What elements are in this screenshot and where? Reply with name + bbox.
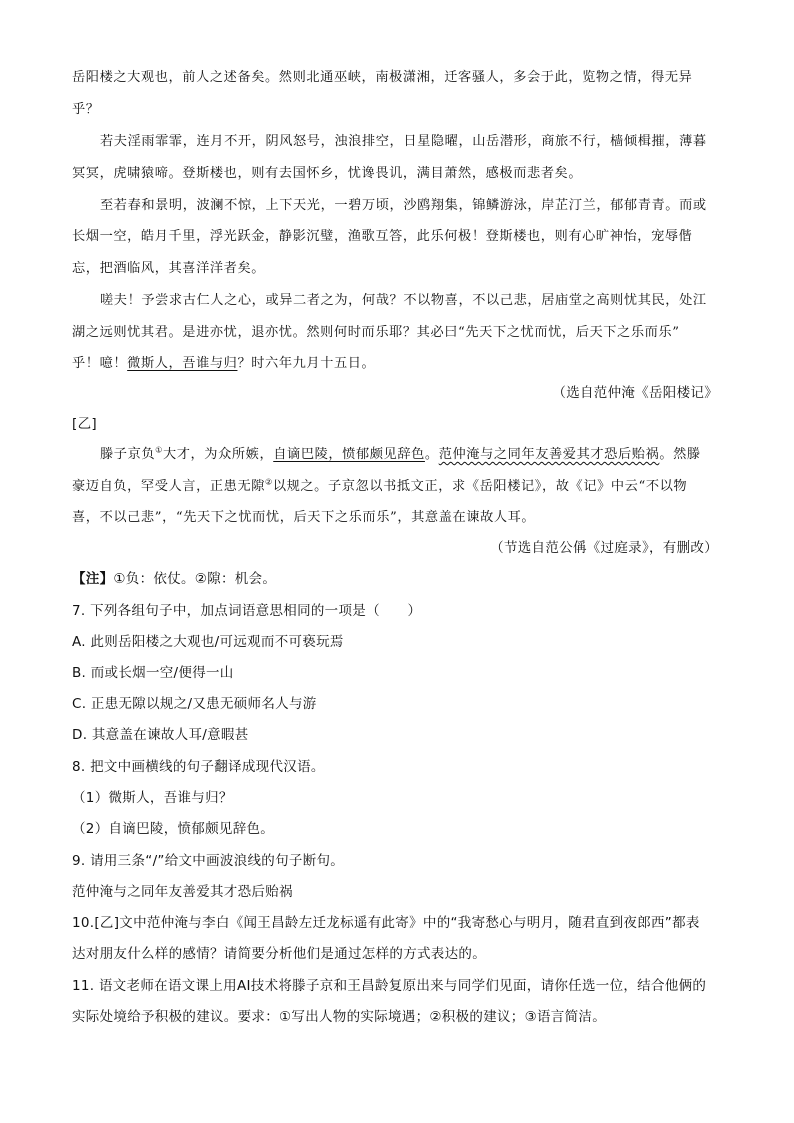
question-7-option-b: B. 而或长烟一空/便得一山 (72, 665, 234, 681)
passage-text: 。 (424, 447, 439, 462)
underlined-sentence: 微斯人，吾谁与归 (127, 356, 238, 371)
passage-jia-p4-line3 (72, 352, 375, 371)
passage-text: 乎！噫！ (72, 356, 128, 371)
question-8-part-2: （2）自谪巴陵，愤郁颇见辞色。 (72, 821, 275, 837)
passage-text: 。然滕 (659, 447, 701, 462)
passage-text: 滕子京负 (100, 447, 156, 462)
question-11-line2: 实际处境给予积极的建议。要求：①写出人物的实际境遇；②积极的建议；③语言简洁。 (72, 1009, 607, 1025)
footnote-marker-1: ① (155, 445, 163, 455)
question-8: 8. 把文中画横线的句子翻译成现代汉语。 (72, 759, 325, 775)
passage-text: 以规之。子京忽以书抵文正，求《岳阳楼记》，故《记》中云“不以物 (272, 479, 688, 494)
question-7-option-c: C. 正患无隙以规之/又患无硕师名人与游 (72, 696, 317, 712)
passage-jia-p1-line1: 岳阳楼之大观也，前人之述备矣。然则北通巫峡，南极潇湘，迁客骚人，多会于此，览物之情，得无异 (72, 70, 693, 85)
passage-yi-line1 (100, 443, 701, 462)
question-11-line1: 11. 语文老师在语文课上用AI技术将滕子京和王昌龄复原出来与同学们见面，请你任选一位，结合他俩的 (72, 978, 707, 994)
question-8-part-1: （1）微斯人，吾谁与归？ (72, 790, 233, 806)
passage-jia-p2-line2: 冥冥，虎啸猿啼。登斯楼也，则有去国怀乡，忧谗畏讥，满目萧然，感极而悲者矣。 (72, 166, 583, 181)
footnote-marker-2: ② (265, 477, 273, 487)
source-citation-jia: （选自范仲淹《岳阳楼记》 (552, 385, 718, 401)
question-7-option-a: A. 此则岳阳楼之大观也/可远观而不可亵玩焉 (72, 634, 344, 650)
passage-yi-line3: 喜，不以己悲”，“先天下之忧而忧，后天下之乐而乐”，其意盖在谏故人耳。 (72, 510, 536, 525)
passage-jia-p3-line2: 长烟一空，皓月千里，浮光跃金，静影沉璧，渔歌互答，此乐何极！登斯楼也，则有心旷神怡，宠辱偕 (72, 229, 693, 244)
passage-jia-p4-line2: 湖之远则忧其君。是进亦忧，退亦忧。然则何时而乐耶？其必曰“先天下之忧而忧，后天下之乐而乐” (72, 325, 680, 340)
question-7: 7. 下列各组句子中，加点词语意思相同的一项是（ ） (72, 603, 422, 619)
passage-jia-p3-line3: 忘，把酒临风，其喜洋洋者矣。 (72, 261, 266, 276)
question-7-option-d: D. 其意盖在谏故人耳/意暇甚 (72, 727, 249, 743)
note-text: ①负：依仗。②隙：机会。 (113, 571, 277, 587)
passage-jia-p1-line2: 乎？ (72, 102, 100, 117)
passage-jia-p4-line1: 嗟夫！予尝求古仁人之心，或异二者之为，何哉？不以物喜，不以己悲，居庙堂之高则忧其民，处江 (100, 293, 707, 308)
passage-text: 豪迈自负，罕受人言，正患无隙 (72, 479, 266, 494)
question-9: 9. 请用三条“/”给文中画波浪线的句子断句。 (72, 853, 345, 869)
underlined-sentence: 自谪巴陵，愤郁颇见辞色 (273, 447, 425, 462)
source-citation-yi: （节选自范公偁《过庭录》，有删改） (490, 540, 718, 556)
passage-jia-p2-line1: 若夫淫雨霏霏，连月不开，阴风怒号，浊浪排空，日星隐曜，山岳潜形，商旅不行，樯倾楫摧，薄暮 (100, 134, 707, 149)
question-10-line1: 10.[乙]文中范仲淹与李白《闻王昌龄左迁龙标遥有此寄》中的“我寄愁心与明月，随君直到夜郎西”都表 (72, 915, 700, 931)
footnote (72, 567, 276, 587)
passage-yi-label: [乙] (72, 416, 97, 432)
question-10-line2: 达对朋友什么样的感情？请简要分析他们是通过怎样的方式表达的。 (72, 946, 486, 962)
question-9-sentence: 范仲淹与之同年友善爱其才恐后贻祸 (72, 884, 293, 900)
passage-jia-p3-line1: 至若春和景明，波澜不惊，上下天光，一碧万顷，沙鸥翔集，锦鳞游泳，岸芷汀兰，郁郁青青。而或 (100, 198, 707, 213)
passage-yi-line2 (72, 475, 687, 494)
wavy-underlined-sentence: 范仲淹与之同年友善爱其才恐后贻祸 (438, 447, 660, 462)
passage-text: 大才，为众所嫉， (162, 447, 274, 462)
note-label: 【注】 (72, 571, 114, 587)
passage-text: ？时六年九月十五日。 (237, 356, 376, 371)
